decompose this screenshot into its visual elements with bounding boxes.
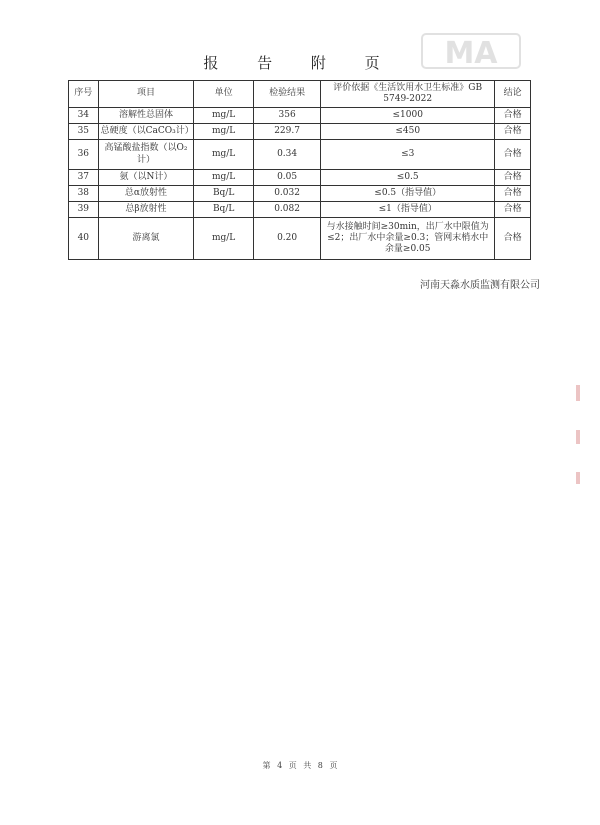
- cell-seq: 38: [69, 186, 99, 202]
- cell-item: 溶解性总固体: [98, 108, 194, 124]
- cell-result: 356: [254, 108, 321, 124]
- edge-seal-mark-3: [576, 472, 580, 484]
- cell-result: 229.7: [254, 124, 321, 140]
- cell-conclusion: 合格: [495, 124, 531, 140]
- table-row: [69, 202, 531, 218]
- table-row: [69, 186, 531, 202]
- cell-item: 氨（以N计）: [98, 170, 194, 186]
- cell-seq: 35: [69, 124, 99, 140]
- table-row: [69, 140, 531, 170]
- cell-standard: ≤3: [321, 140, 495, 170]
- cell-unit: Bq/L: [194, 186, 254, 202]
- header-unit: 单位: [194, 81, 254, 108]
- cell-conclusion: 合格: [495, 186, 531, 202]
- cell-seq: 36: [69, 140, 99, 170]
- header-item: 项目: [98, 81, 194, 108]
- cell-seq: 34: [69, 108, 99, 124]
- table-row: [69, 108, 531, 124]
- cell-conclusion: 合格: [495, 218, 531, 260]
- stamp-text: MA: [444, 36, 498, 71]
- cell-result: 0.20: [254, 218, 321, 260]
- cell-unit: mg/L: [194, 170, 254, 186]
- cell-standard: ≤0.5: [321, 170, 495, 186]
- table-row: [69, 218, 531, 260]
- page-footer: 第 4 页 共 8 页: [262, 761, 338, 770]
- cell-item: 总β放射性: [98, 202, 194, 218]
- header-standard: 评价依据《生活饮用水卫生标准》GB 5749-2022: [321, 81, 495, 108]
- header-conclusion: 结论: [495, 81, 531, 108]
- cell-conclusion: 合格: [495, 170, 531, 186]
- cell-item: 游离氯: [98, 218, 194, 260]
- cell-standard: ≤1（指导值）: [321, 202, 495, 218]
- cell-unit: mg/L: [194, 218, 254, 260]
- cell-result: 0.032: [254, 186, 321, 202]
- edge-seal-mark-2: [576, 430, 580, 444]
- cell-standard: ≤450: [321, 124, 495, 140]
- cell-standard: ≤1000: [321, 108, 495, 124]
- cell-seq: 37: [69, 170, 99, 186]
- company-name: 河南天淼水质监测有限公司: [420, 280, 540, 291]
- cell-conclusion: 合格: [495, 140, 531, 170]
- cma-stamp-icon: [416, 28, 526, 74]
- table-row: [69, 170, 531, 186]
- table-row: [69, 124, 531, 140]
- cell-seq: 40: [69, 218, 99, 260]
- cell-seq: 39: [69, 202, 99, 218]
- cell-result: 0.05: [254, 170, 321, 186]
- cell-standard: 与水接触时间≥30min，出厂水中限值为≤2；出厂水中余量≥0.3；管网末梢水中余量≥0.05: [321, 218, 495, 260]
- page-title: 报 告 附 页: [203, 54, 397, 72]
- cell-item: 总硬度（以CaCO₃计）: [98, 124, 194, 140]
- header-result: 检验结果: [254, 81, 321, 108]
- cell-standard: ≤0.5（指导值）: [321, 186, 495, 202]
- cell-unit: Bq/L: [194, 202, 254, 218]
- table-header-row: [69, 81, 531, 108]
- cell-item: 总α放射性: [98, 186, 194, 202]
- cell-unit: mg/L: [194, 108, 254, 124]
- cell-item: 高锰酸盐指数（以O₂计）: [98, 140, 194, 170]
- cell-result: 0.34: [254, 140, 321, 170]
- cell-unit: mg/L: [194, 124, 254, 140]
- cell-conclusion: 合格: [495, 108, 531, 124]
- header-seq: 序号: [69, 81, 99, 108]
- cell-unit: mg/L: [194, 140, 254, 170]
- cell-result: 0.082: [254, 202, 321, 218]
- edge-seal-mark-1: [576, 385, 580, 401]
- report-table: [68, 80, 531, 260]
- cell-conclusion: 合格: [495, 202, 531, 218]
